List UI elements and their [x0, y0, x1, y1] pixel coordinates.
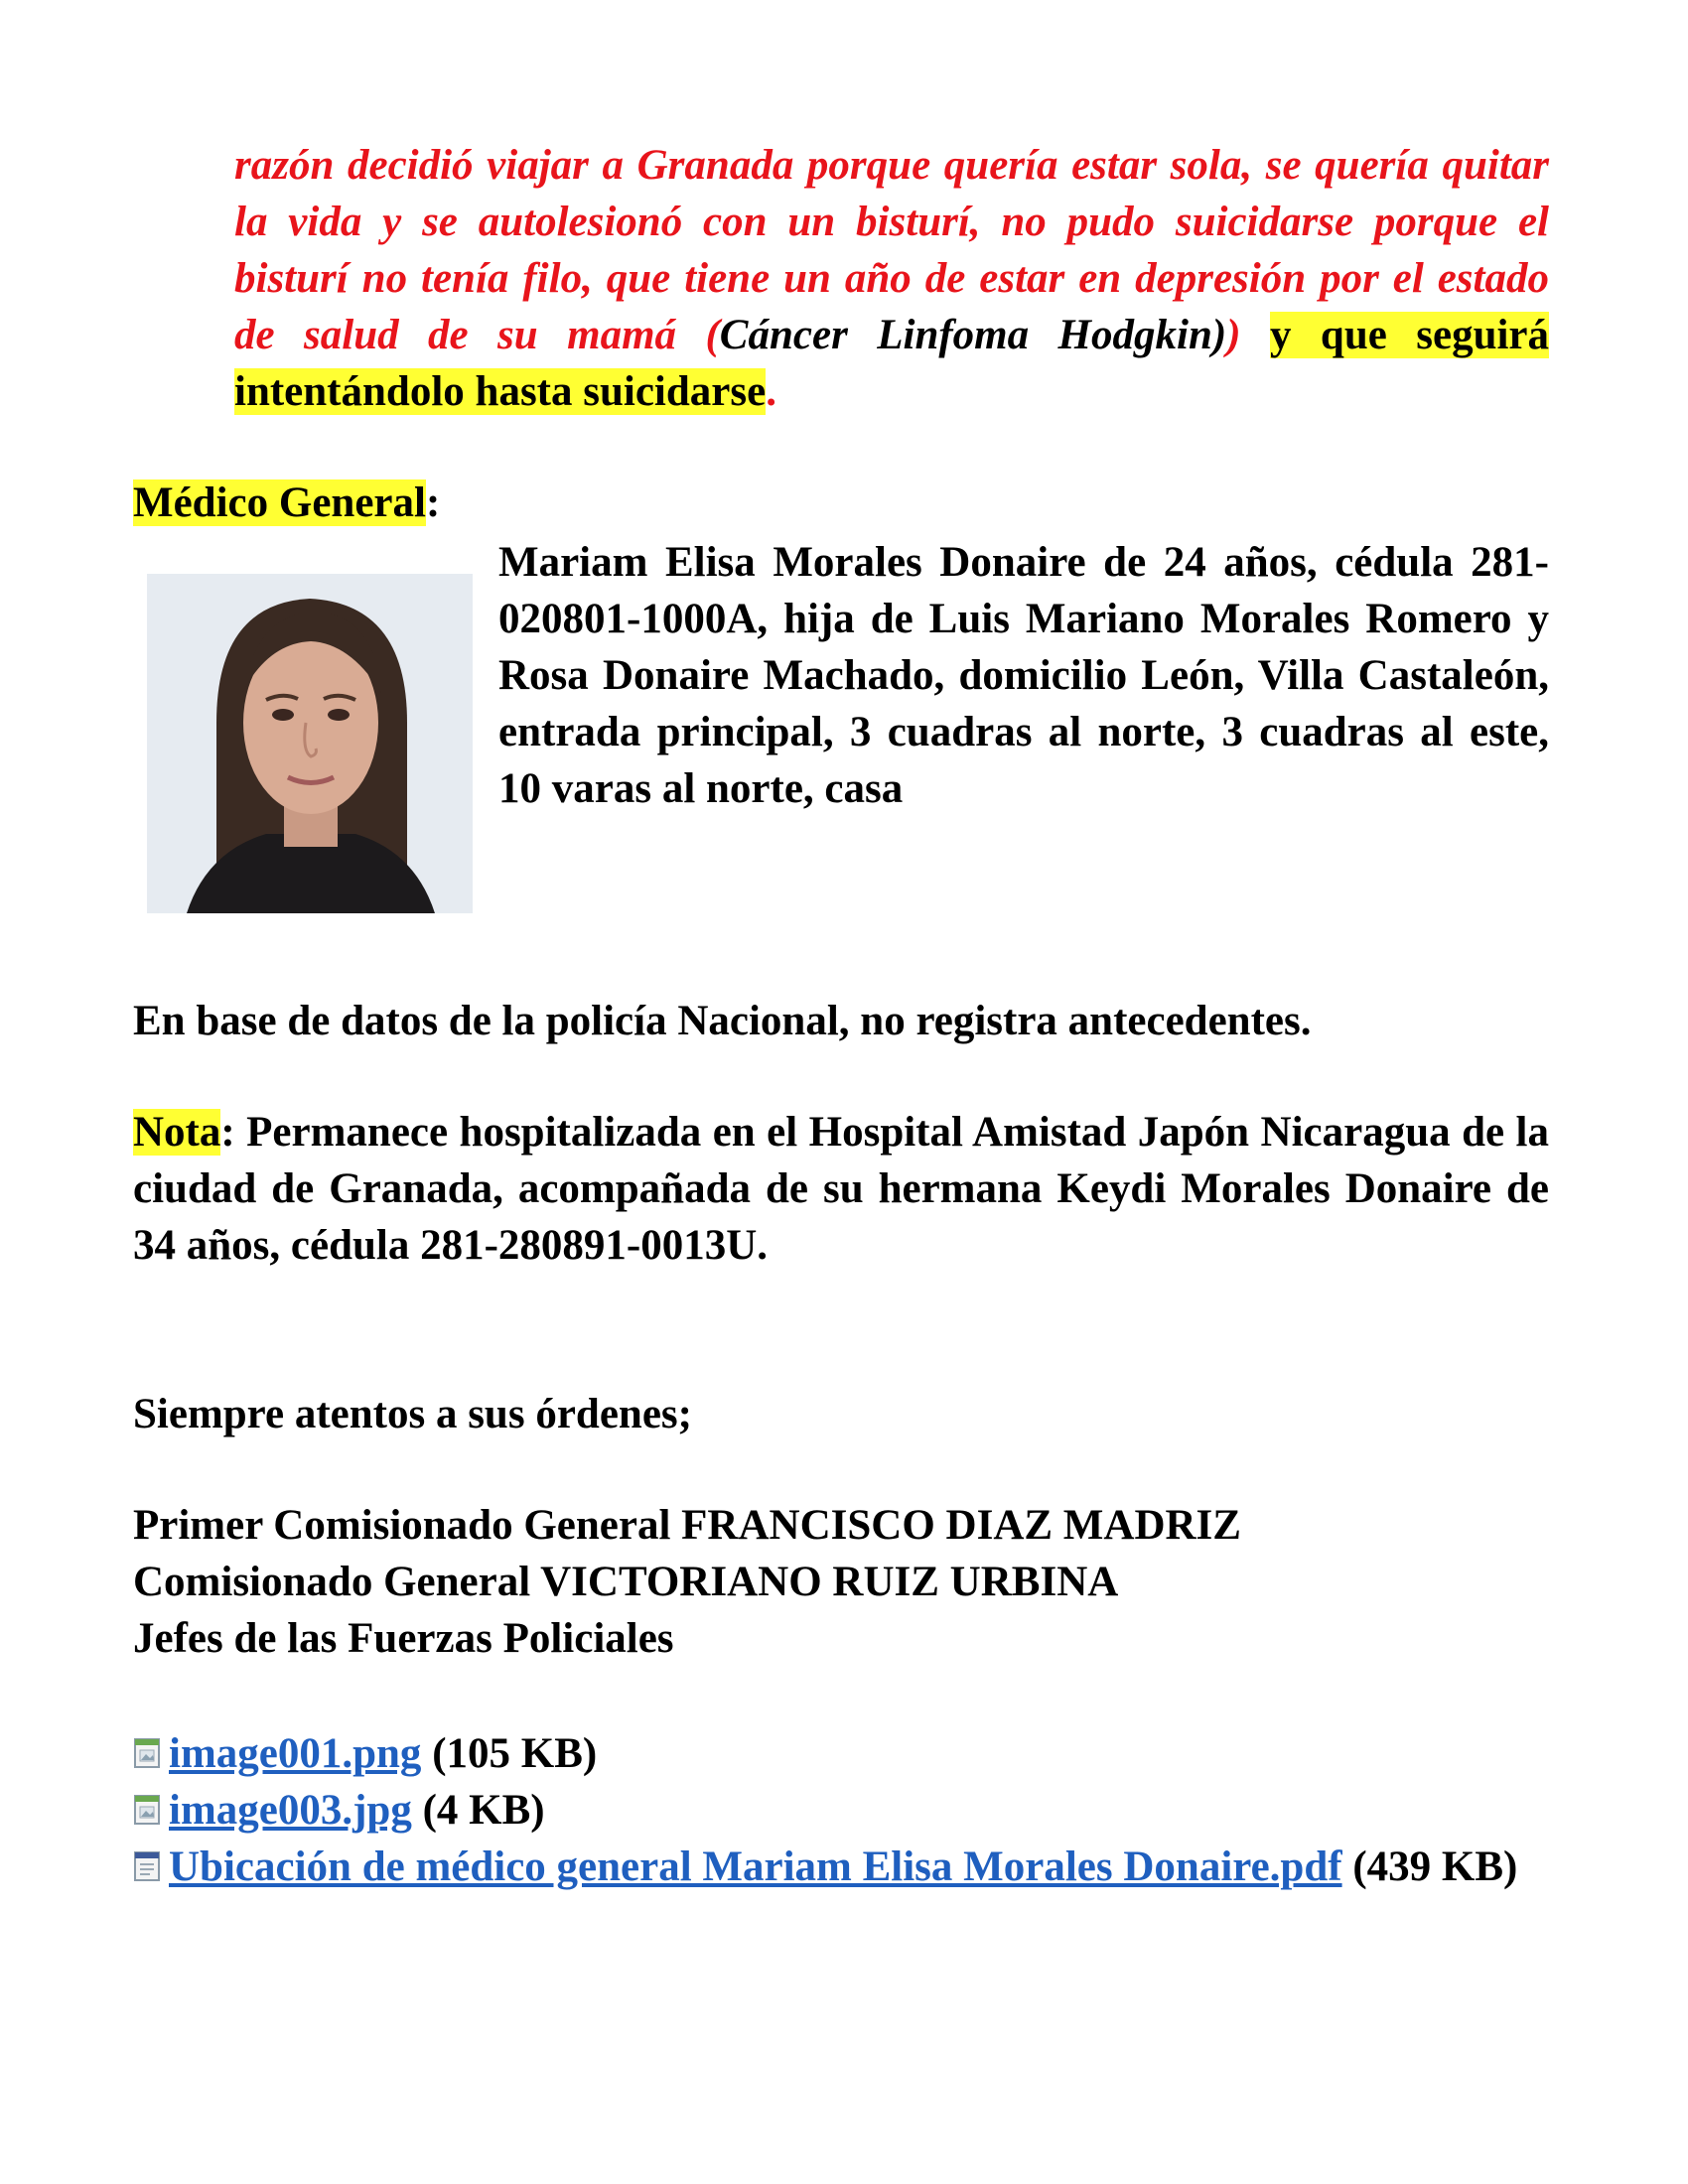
signature-line-1: Primer Comisionado General FRANCISCO DIAZ MADRIZ — [133, 1502, 1241, 1549]
highlighted-statement: y que seguirá intentándolo hasta suicidarse — [234, 312, 1550, 415]
note-label: Nota — [133, 1109, 221, 1156]
attachment-item — [133, 1725, 1549, 1782]
signature-block — [133, 1497, 1549, 1667]
diagnosis-text: Cáncer Linfoma Hodgkin — [719, 312, 1212, 358]
note-paragraph — [133, 1104, 1549, 1274]
attachment-link-pdf[interactable]: Ubicación de médico general Mariam Elisa Morales Donaire.pdf — [169, 1843, 1342, 1890]
attachment-item — [133, 1839, 1549, 1895]
attachment-size: (105 KB) — [432, 1730, 598, 1777]
person-bio: Mariam Elisa Morales Donaire de 24 años, cédula 281-020801-1000A, hija de Luis Mariano Morales Romero y Rosa Donaire Machado, domicilio León, Villa Castaleón, entrada principal, 3 cuadras al norte, 3 cuadras al este, 10 varas al norte, casa — [498, 539, 1549, 812]
incident-text: razón decidió viajar a Granada porque quería estar sola, se quería quitar la vida y se autolesionó con un bisturí, no pudo suicidarse porque el bisturí no tenía filo, que tiene un año de estar en depresión por el estado de salud de su mamá ( — [234, 142, 1549, 358]
attachment-list — [133, 1725, 1549, 1895]
image-file-icon — [133, 1727, 161, 1759]
close-paren-red: ) — [1226, 312, 1241, 358]
section-heading-colon: : — [425, 479, 441, 526]
pdf-file-icon — [133, 1841, 161, 1872]
close-paren-black: ) — [1211, 312, 1227, 358]
person-photo — [147, 574, 473, 913]
image-file-icon — [133, 1784, 161, 1816]
signature-line-3: Jefes de las Fuerzas Policiales — [133, 1615, 674, 1662]
incident-paragraph — [234, 137, 1549, 420]
red-period: . — [766, 368, 776, 415]
closing-line: Siempre atentos a sus órdenes; — [133, 1391, 692, 1437]
police-record-text: En base de datos de la policía Nacional, no registra antecedentes. — [133, 998, 1312, 1044]
signature-line-2: Comisionado General VICTORIANO RUIZ URBINA — [133, 1559, 1119, 1605]
attachment-link-image003[interactable]: image003.jpg — [169, 1787, 412, 1834]
attachment-item — [133, 1782, 1549, 1839]
section-heading-label: Médico General — [133, 479, 426, 526]
attachment-size: (4 KB) — [422, 1787, 545, 1834]
attachment-size: (439 KB) — [1352, 1843, 1518, 1890]
attachment-link-image001[interactable]: image001.png — [169, 1730, 422, 1777]
note-text: : Permanece hospitalizada en el Hospital Amistad Japón Nicaragua de la ciudad de Granada, acompañada de su hermana Keydi Morales Donaire de 34 años, cédula 281-280891-0013U. — [133, 1109, 1549, 1269]
section-heading — [133, 475, 440, 531]
